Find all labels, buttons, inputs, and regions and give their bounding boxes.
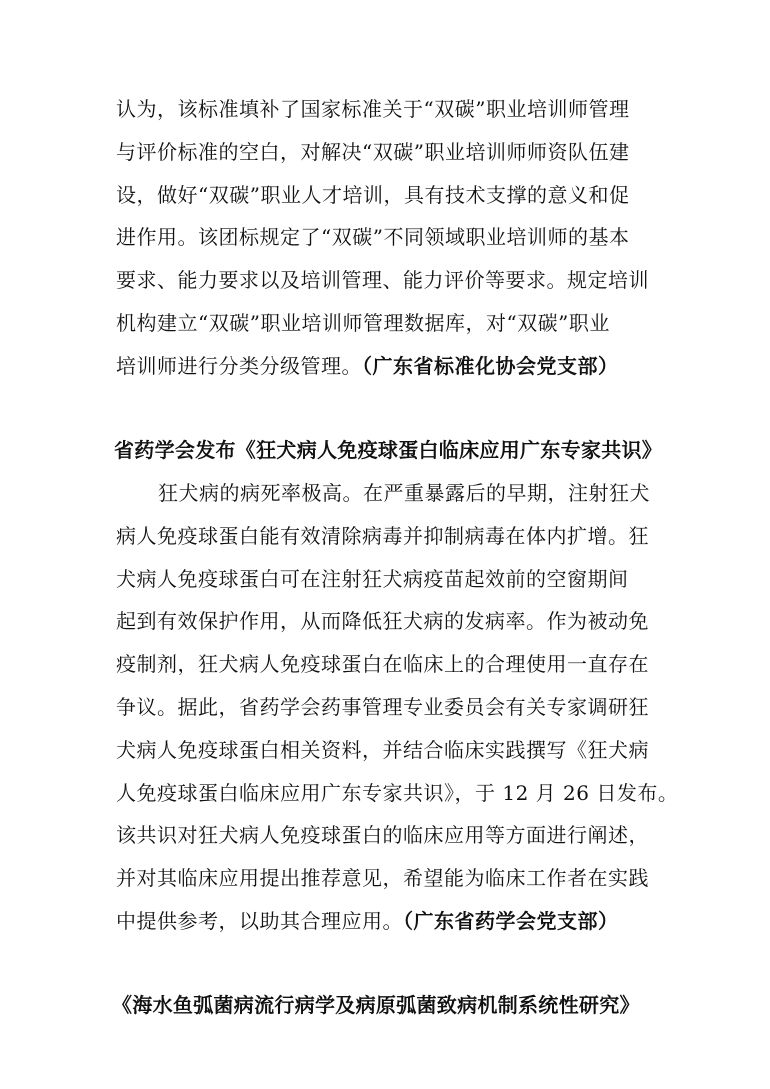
section2-line: 狂犬病的病死率极高。在严重暴露后的早期，注射狂犬 — [158, 481, 650, 505]
para1-line: 机构建立“双碳”职业培训师管理数据库，对“双碳”职业 — [116, 311, 610, 335]
section2-line: 争议。据此，省药学会药事管理专业委员会有关专家调研狂 — [116, 695, 649, 719]
section2-line: 犬病人免疫球蛋白可在注射狂犬病疫苗起效前的空窗期间 — [116, 567, 629, 591]
section2-line: 病人免疫球蛋白能有效清除病毒并抑制病毒在体内扩增。狂 — [116, 524, 649, 548]
para1-line: 与评价标准的空白，对解决“双碳”职业培训师师资队伍建 — [116, 140, 630, 164]
para1-last-line — [116, 352, 619, 380]
para1-line: 设，做好“双碳”职业人才培训，具有技术支撑的意义和促 — [116, 183, 630, 207]
section2-line: 并对其临床应用提出推荐意见，希望能为临床工作者在实践 — [116, 866, 649, 890]
para1-line: 认为，该标准填补了国家标准关于“双碳”职业培训师管理 — [116, 97, 630, 121]
para1-source: （广东省标准化协会党支部） — [362, 354, 619, 378]
section2-line: 该共识对狂犬病人免疫球蛋白的临床应用等方面进行阐述， — [116, 823, 649, 847]
section2-line: 人免疫球蛋白临床应用广东专家共识》，于 12 月 26 日发布。 — [116, 781, 679, 805]
section2-line: 疫制剂，狂犬病人免疫球蛋白在临床上的合理使用一直存在 — [116, 652, 649, 676]
section2-source: （广东省药学会党支部） — [403, 909, 619, 933]
section2-line: 起到有效保护作用，从而降低狂犬病的发病率。作为被动免 — [116, 609, 649, 633]
para1-text: 培训师进行分类分级管理。 — [116, 354, 362, 378]
section2-line: 犬病人免疫球蛋白相关资料，并结合临床实践撰写《狂犬病 — [116, 738, 649, 762]
para1-line: 要求、能力要求以及培训管理、能力评价等要求。规定培训 — [116, 268, 649, 292]
section2-last-line — [116, 907, 619, 935]
para1-line: 进作用。该团标规定了“双碳”不同领域职业培训师的基本 — [116, 225, 630, 249]
section3-title: 《海水鱼弧菌病流行病学及病原弧菌致病机制系统性研究》 — [112, 993, 640, 1017]
section2-title: 省药学会发布《狂犬病人免疫球蛋白临床应用广东专家共识》 — [114, 438, 663, 462]
section2-text: 中提供参考，以助其合理应用。 — [116, 909, 403, 933]
